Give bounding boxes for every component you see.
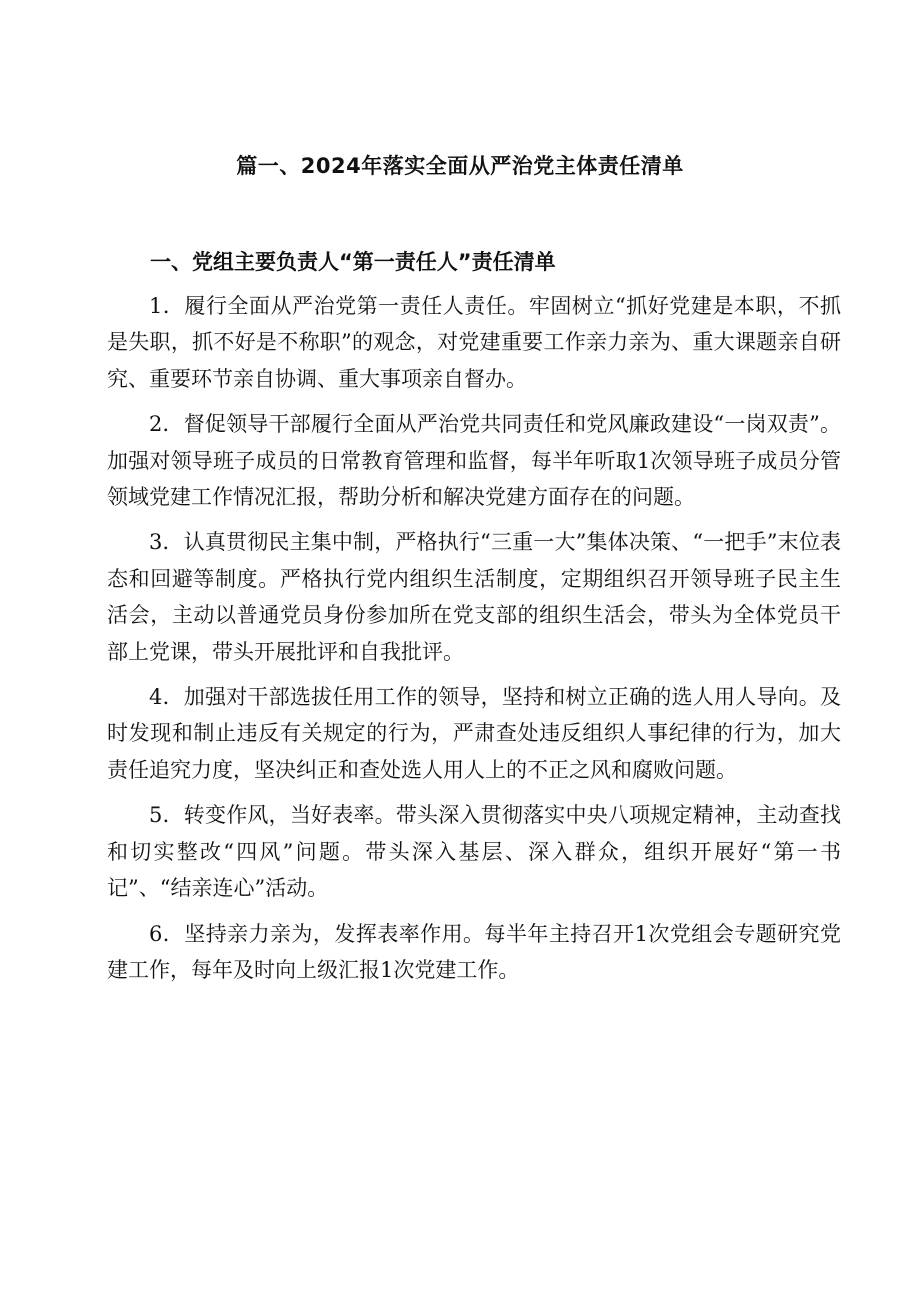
paragraph-1: 1．履行全面从严治党第一责任人责任。牢固树立“抓好党建是本职，不抓是失职，抓不好是不称职”的观念，对党建重要工作亲力亲为、重大课题亲自研究、重要环节亲自协调、重大事项亲自督办。: [107, 294, 841, 391]
paragraph-4: 4．加强对干部选拔任用工作的领导，坚持和树立正确的选人用人导向。及时发现和制止违反有关规定的行为，严肃查处违反组织人事纪律的行为，加大责任追究力度，坚决纠正和查处选人用人上的不正之风和腐败问题。: [107, 685, 841, 782]
paragraph-3: 3．认真贯彻民主集中制，严格执行“三重一大”集体决策、“一把手”末位表态和回避等制度。严格执行党内组织生活制度，定期组织召开领导班子民主生活会，主动以普通党员身份参加所在党支部的组织生活会，带头为全体党员干部上党课，带头开展批评和自我批评。: [107, 530, 841, 664]
section-heading: 一、党组主要负责人“第一责任人”责任清单: [150, 250, 556, 274]
paragraph-2: 2．督促领导干部履行全面从严治党共同责任和党风廉政建设“一岗双责”。加强对领导班子成员的日常教育管理和监督，每半年听取1次领导班子成员分管领域党建工作情况汇报，帮助分析和解决党建方面存在的问题。: [107, 412, 841, 510]
document-body: [107, 288, 841, 997]
paragraph-5: 5．转变作风，当好表率。带头深入贯彻落实中央八项规定精神，主动查找和切实整改“四风”问题。带头深入基层、深入群众，组织开展好“第一书记”、“结亲连心”活动。: [107, 803, 841, 901]
document-title: 篇一、2024年落实全面从严治党主体责任清单: [236, 154, 684, 178]
paragraph-6: 6．坚持亲力亲为，发挥表率作用。每半年主持召开1次党组会专题研究党建工作，每年及时向上级汇报1次党建工作。: [107, 921, 841, 982]
